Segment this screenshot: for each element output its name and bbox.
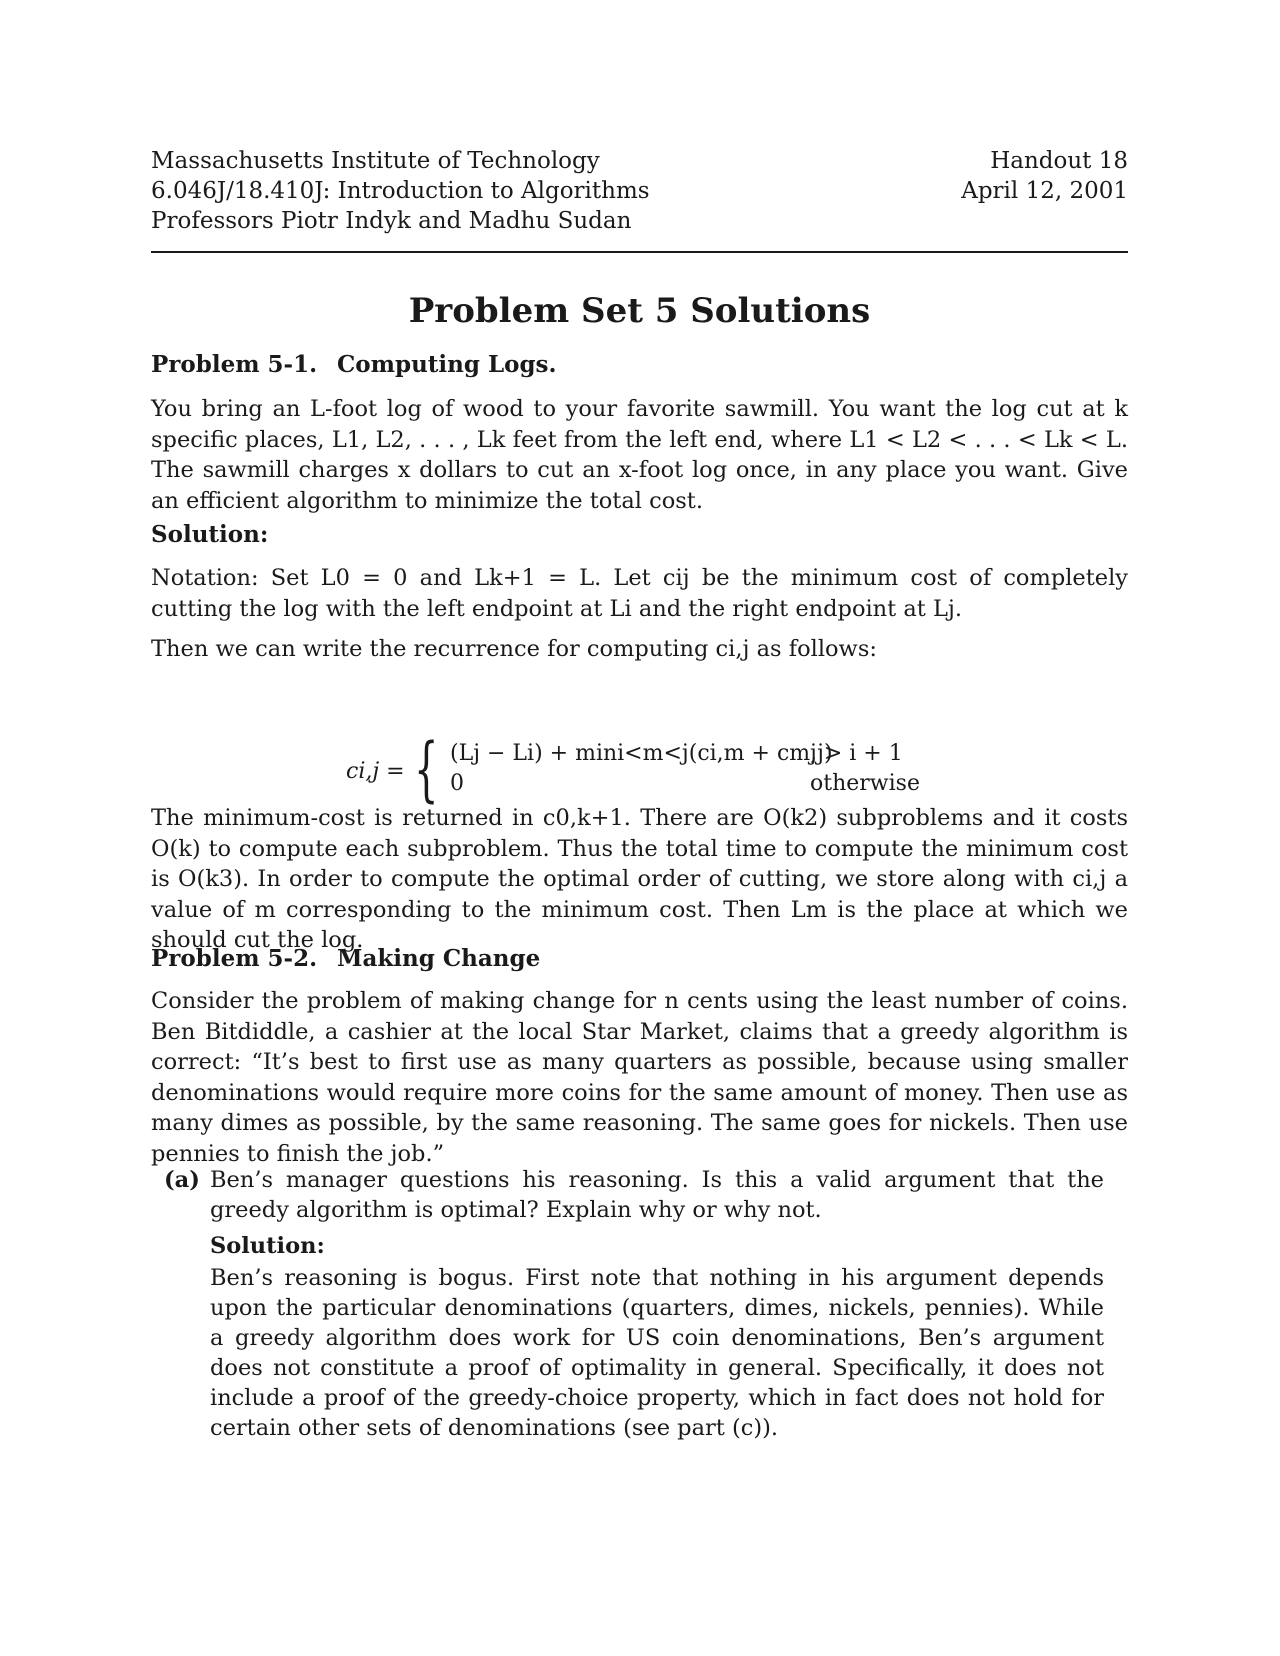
equation-case-2: 0: [450, 771, 464, 796]
equation-lhs: ci,j =: [346, 759, 405, 784]
handout-date: April 12, 2001: [961, 178, 1128, 204]
problem-2-statement: Consider the problem of making change for n cents using the least number of coins. Ben Bitdiddle, a cashier at the local Star Market, claims that a greedy algorithm is correct: “It’s best to first use as many quarters as possible, because using smaller denominations would require more coins for the same amount of money. Then use as many dimes as possible, by the same reasoning. The same goes for nickels. Then use pennies to finish the job.”: [151, 988, 1128, 1167]
equation-case-1: (Lj − Li) + mini<m<j(ci,m + cm,j): [450, 741, 833, 766]
professors: Professors Piotr Indyk and Madhu Sudan: [151, 208, 632, 234]
part-a-question: Ben’s manager questions his reasoning. Is this a valid argument that the greedy algorithm is optimal? Explain why or why not.: [210, 1167, 1104, 1223]
recurrence-intro: Then we can write the recurrence for computing ci,j as follows:: [151, 636, 877, 662]
problem-2-heading: [151, 945, 540, 972]
problem-1-number: Problem 5-1.: [151, 351, 318, 378]
header-right: [961, 146, 1128, 206]
problem-1-notation: Notation: Set L0 = 0 and Lk+1 = L. Let cij be the minimum cost of completely cutting the log with the left endpoint at Li and the right endpoint at Lj.: [151, 565, 1128, 622]
problem-1-conclusion: The minimum-cost is returned in c0,k+1. There are O(k2) subproblems and it costs O(k) to compute each subproblem. Thus the total time to compute the minimum cost is O(k3). In order to compute the optimal order of cutting, we store along with ci,j a value of m corresponding to the minimum cost. Then Lm is the place at which we should cut the log.: [151, 805, 1128, 953]
institution: Massachusetts Institute of Technology: [151, 148, 600, 174]
problem-1-name: Computing Logs.: [337, 351, 557, 378]
document-title: Problem Set 5 Solutions: [408, 291, 871, 331]
course: 6.046J/18.410J: Introduction to Algorithms: [151, 178, 650, 204]
problem-2-name: Making Change: [337, 945, 541, 972]
handout-number: Handout 18: [990, 148, 1128, 174]
part-a-label: (a): [164, 1167, 200, 1193]
problem-1-solution-label: Solution:: [151, 521, 269, 548]
problem-2-number: Problem 5-2.: [151, 945, 318, 972]
part-a-answer: Ben’s reasoning is bogus. First note that nothing in his argument depends upon the particular denominations (quarters, dimes, nickels, pennies). While a greedy algorithm does work for US coin denominations, Ben’s argument does not constitute a proof of optimality in general. Specifically, it does not include a proof of the greedy-choice property, which in fact does not hold for certain other sets of denominations (see part (c)).: [210, 1265, 1104, 1441]
problem-1-heading: [151, 351, 557, 378]
problem-1-statement: You bring an L-foot log of wood to your favorite sawmill. You want the log cut at k specific places, L1, L2, . . . , Lk feet from the left end, where L1 < L2 < . . . < Lk < L. The sawmill charges x dollars to cut an x-foot log once, in any place you want. Give an efficient algorithm to minimize the total cost.: [151, 396, 1128, 514]
part-a-solution-label: Solution:: [210, 1233, 325, 1259]
equation-condition-1: j > i + 1: [810, 741, 903, 766]
equation-condition-2: otherwise: [810, 771, 920, 796]
header-rule: [151, 251, 1128, 253]
left-brace: {: [414, 728, 439, 810]
header-left: [151, 146, 650, 236]
